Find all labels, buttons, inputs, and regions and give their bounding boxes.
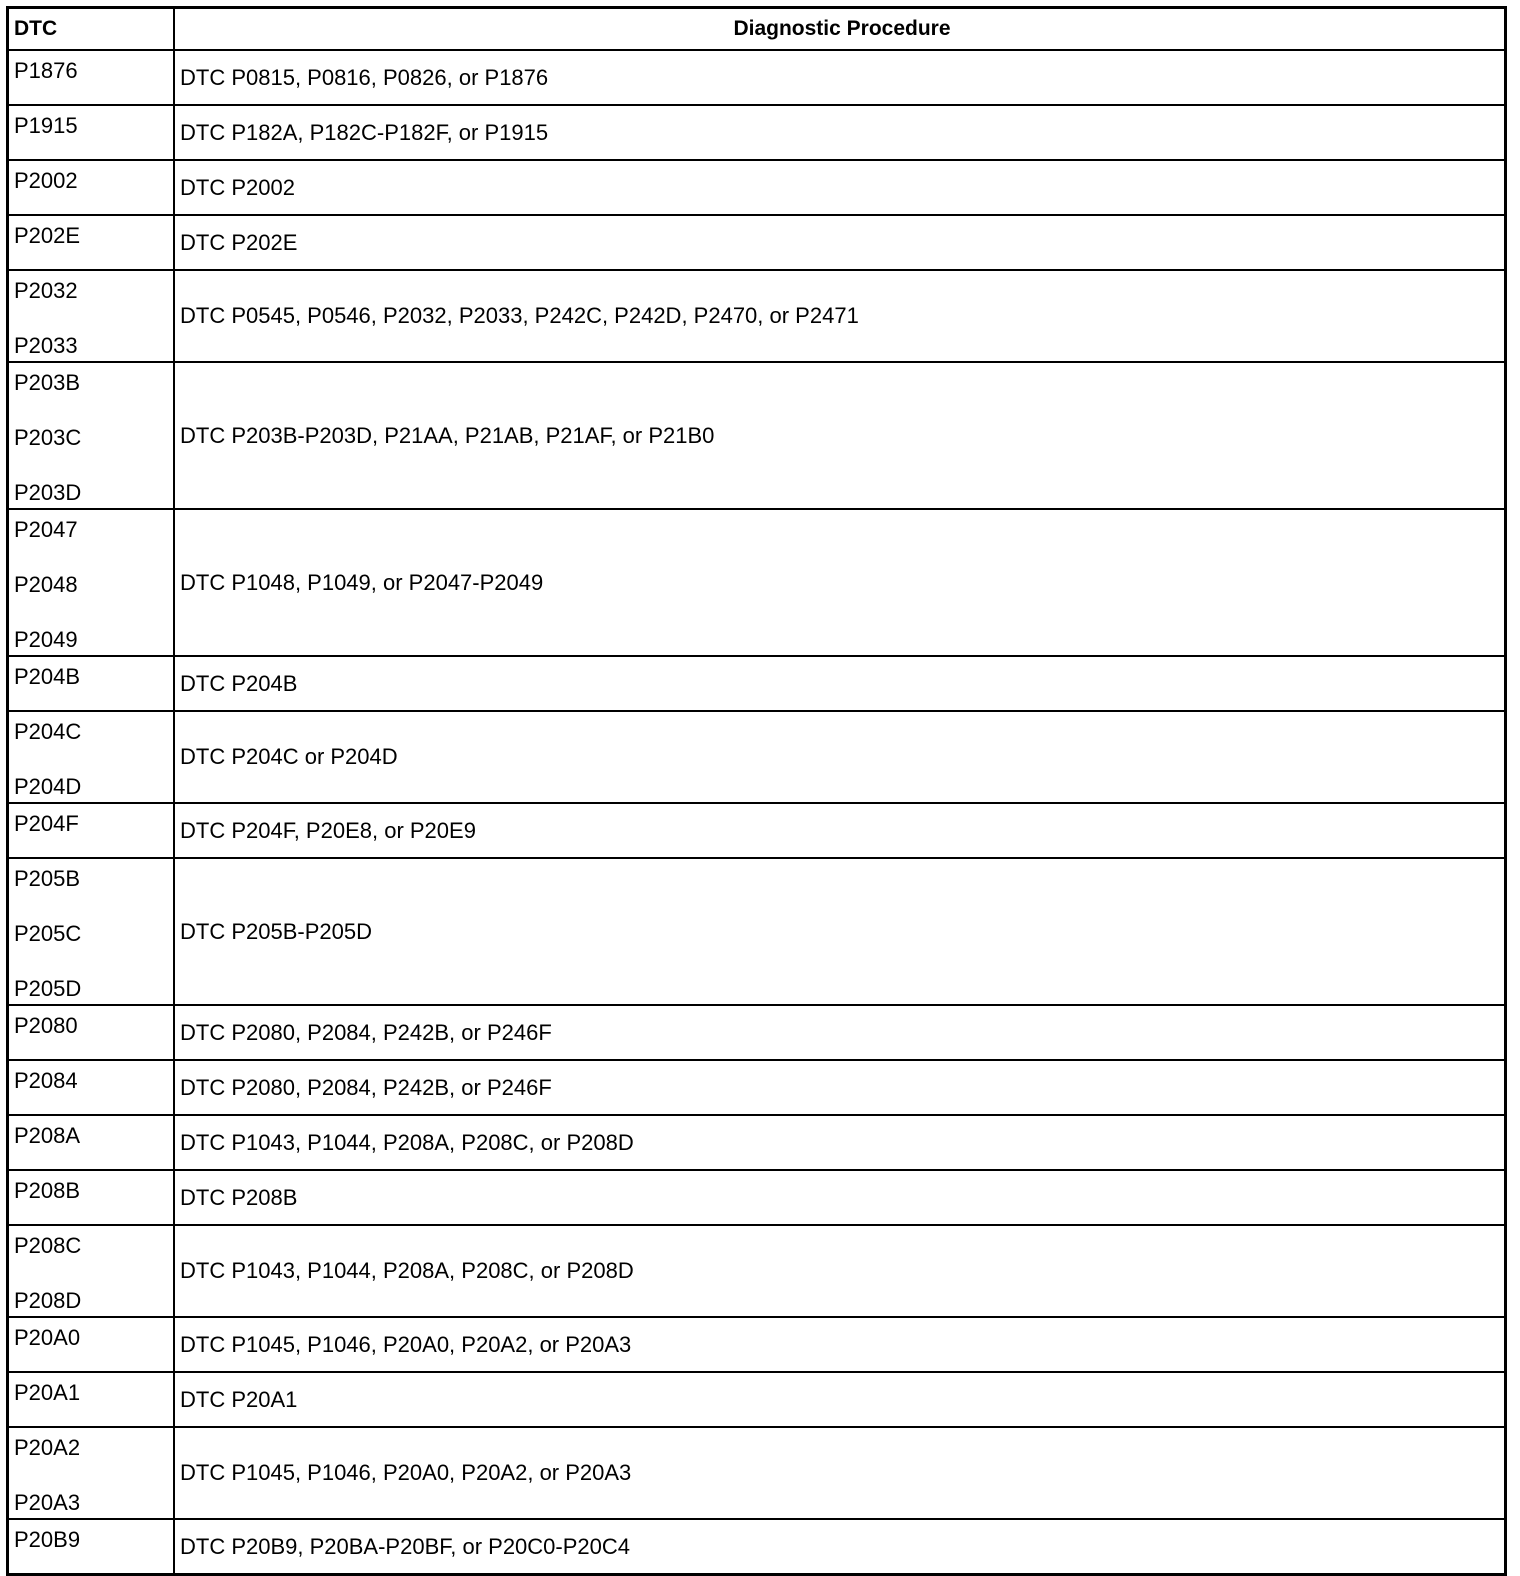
dtc-code: P203D: [14, 480, 82, 505]
table-row: [8, 160, 1506, 215]
dtc-code: P20A3: [14, 1490, 81, 1515]
dtc-code-cell: [8, 362, 175, 509]
dtc-code-cell: [8, 160, 175, 215]
diagnostic-procedure-cell: DTC P203B-P203D, P21AA, P21AB, P21AF, or P21B0: [174, 362, 1506, 509]
table-row: [8, 1519, 1506, 1575]
dtc-code: P204D: [14, 774, 82, 799]
table-row: [8, 270, 1506, 362]
table-row: [8, 1170, 1506, 1225]
dtc-code: P204C: [14, 719, 82, 744]
dtc-code-cell: [8, 105, 175, 160]
table-row: [8, 858, 1506, 1005]
table-row: [8, 1060, 1506, 1115]
dtc-code: P2047: [14, 517, 78, 542]
header-dtc: DTC: [8, 8, 175, 51]
dtc-code: P2032: [14, 278, 78, 303]
dtc-code: P20A0: [14, 1325, 81, 1350]
dtc-code-cell: [8, 1225, 175, 1317]
table-row: [8, 1005, 1506, 1060]
dtc-code-cell: [8, 215, 175, 270]
diagnostic-procedure-cell: DTC P2002: [174, 160, 1506, 215]
dtc-code-cell: [8, 1427, 175, 1519]
dtc-code: P2084: [14, 1068, 78, 1093]
dtc-code: P20A1: [14, 1380, 81, 1405]
dtc-code-cell: [8, 270, 175, 362]
table-row: [8, 1372, 1506, 1427]
dtc-code-cell: [8, 711, 175, 803]
diagnostic-procedure-cell: DTC P20A1: [174, 1372, 1506, 1427]
diagnostic-procedure-cell: DTC P0815, P0816, P0826, or P1876: [174, 50, 1506, 105]
diagnostic-procedure-cell: DTC P1045, P1046, P20A0, P20A2, or P20A3: [174, 1427, 1506, 1519]
dtc-code: P208A: [14, 1123, 81, 1148]
diagnostic-procedure-cell: DTC P205B-P205D: [174, 858, 1506, 1005]
header-row: [8, 8, 1506, 51]
dtc-code: P204B: [14, 664, 81, 689]
dtc-code: P205D: [14, 976, 82, 1001]
table-row: [8, 215, 1506, 270]
diagnostic-procedure-cell: DTC P1048, P1049, or P2047-P2049: [174, 509, 1506, 656]
dtc-code: P1915: [14, 113, 78, 138]
table-row: [8, 1317, 1506, 1372]
dtc-code: P203B: [14, 370, 81, 395]
dtc-code: P2049: [14, 627, 78, 652]
diagnostic-procedure-cell: DTC P202E: [174, 215, 1506, 270]
dtc-code-cell: [8, 1005, 175, 1060]
diagnostic-procedure-cell: DTC P204B: [174, 656, 1506, 711]
table-row: [8, 362, 1506, 509]
dtc-code: P202E: [14, 223, 81, 248]
diagnostic-procedure-cell: DTC P20B9, P20BA-P20BF, or P20C0-P20C4: [174, 1519, 1506, 1575]
header-diagnostic-procedure: Diagnostic Procedure: [174, 8, 1506, 51]
dtc-code-cell: [8, 1317, 175, 1372]
dtc-code-cell: [8, 1372, 175, 1427]
dtc-code-cell: [8, 858, 175, 1005]
table-header: [8, 8, 1506, 51]
dtc-code: P204F: [14, 811, 79, 836]
dtc-code-cell: [8, 1115, 175, 1170]
diagnostic-procedure-cell: DTC P204F, P20E8, or P20E9: [174, 803, 1506, 858]
dtc-code-cell: [8, 656, 175, 711]
table-row: [8, 1115, 1506, 1170]
table-row: [8, 711, 1506, 803]
dtc-code-cell: [8, 1519, 175, 1575]
diagnostic-procedure-cell: DTC P208B: [174, 1170, 1506, 1225]
dtc-code: P205B: [14, 866, 81, 891]
dtc-code: P208B: [14, 1178, 81, 1203]
table-row: [8, 1427, 1506, 1519]
dtc-code: P20A2: [14, 1435, 81, 1460]
diagnostic-procedure-cell: DTC P1043, P1044, P208A, P208C, or P208D: [174, 1115, 1506, 1170]
dtc-code: P2080: [14, 1013, 78, 1038]
dtc-code: P20B9: [14, 1527, 81, 1552]
diagnostic-procedure-cell: DTC P2080, P2084, P242B, or P246F: [174, 1060, 1506, 1115]
table-row: [8, 50, 1506, 105]
dtc-code-cell: [8, 50, 175, 105]
dtc-code: P203C: [14, 425, 82, 450]
dtc-code-cell: [8, 1060, 175, 1115]
table-row: [8, 803, 1506, 858]
dtc-code: P2002: [14, 168, 78, 193]
diagnostic-procedure-cell: DTC P204C or P204D: [174, 711, 1506, 803]
dtc-code: P208C: [14, 1233, 82, 1258]
dtc-code-cell: [8, 803, 175, 858]
dtc-code: P1876: [14, 58, 78, 83]
diagnostic-procedure-cell: DTC P1043, P1044, P208A, P208C, or P208D: [174, 1225, 1506, 1317]
table-row: [8, 1225, 1506, 1317]
dtc-code: P205C: [14, 921, 82, 946]
dtc-code: P2048: [14, 572, 78, 597]
dtc-table: [6, 6, 1507, 1576]
table-row: [8, 105, 1506, 160]
table-body: [8, 50, 1506, 1575]
dtc-code-cell: [8, 509, 175, 656]
dtc-code-cell: [8, 1170, 175, 1225]
table-row: [8, 509, 1506, 656]
diagnostic-procedure-cell: DTC P2080, P2084, P242B, or P246F: [174, 1005, 1506, 1060]
diagnostic-procedure-cell: DTC P182A, P182C-P182F, or P1915: [174, 105, 1506, 160]
diagnostic-procedure-cell: DTC P0545, P0546, P2032, P2033, P242C, P242D, P2470, or P2471: [174, 270, 1506, 362]
diagnostic-procedure-cell: DTC P1045, P1046, P20A0, P20A2, or P20A3: [174, 1317, 1506, 1372]
dtc-code: P208D: [14, 1288, 82, 1313]
dtc-code: P2033: [14, 333, 78, 358]
table-row: [8, 656, 1506, 711]
